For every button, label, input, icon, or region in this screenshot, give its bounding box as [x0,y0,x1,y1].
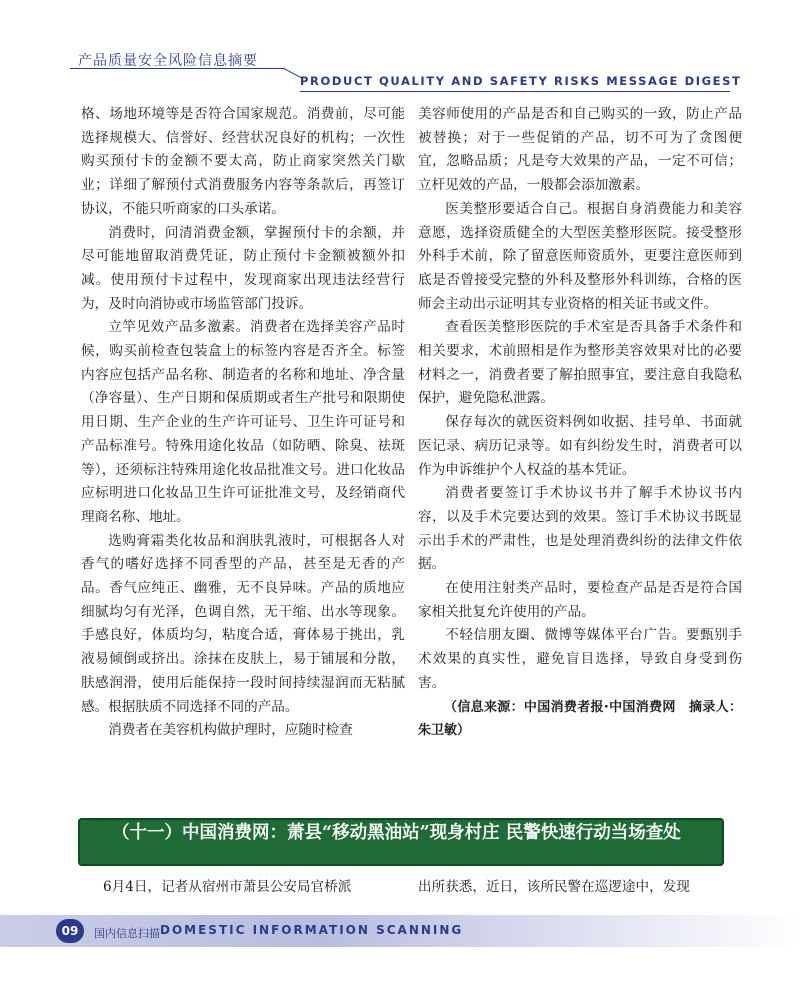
source-note: （信息来源：中国消费者报·中国消费网 摘录人：朱卫敏） [418,699,742,739]
right-column [418,103,742,743]
header-title-cn: 产品质量安全风险信息摘要 [78,53,258,69]
header-rule-lower [300,91,730,92]
left-column [81,103,405,743]
paragraph: 选购膏霜类化妆品和润肤乳液时，可根据各人对香气的嗜好选择不同香型的产品，甚至是无香的产品。香气应纯正、幽雅，无不良异味。产品的质地应细腻均匀有光泽，色调自然，无干缩、出水等现象。手感良好，体质均匀，粘度合适，膏体易于挑出，乳液易倾倒或挤出。涂抹在皮肤上，易于铺展和分散，肤感润滑，使用后能保持一段时间持续湿润而无粘腻感。根据肤质不同选择不同的产品。 [81,532,405,715]
paragraph: 保存每次的就医资料例如收据、挂号单、书面就医记录、病历记录等。如有纠纷发生时，消费者可以作为申诉维护个人权益的基本凭证。 [418,414,742,478]
section-banner [78,818,724,866]
header-title-en: PRODUCT QUALITY AND SAFETY RISKS MESSAGE DIGEST [300,74,742,88]
page-number: 09 [56,919,84,943]
paragraph: 格、场地环境等是否符合国家规范。消费前，尽可能选择规模大、信誉好、经营状况良好的机构；一次性购买预付卡的金额不要太高，防止商家突然关门歇业；详细了解预付式消费服务内容等条款后，再签订协议，不能只听商家的口头承诺。 [81,106,405,217]
paragraph: 不轻信朋友圈、微博等媒体平台广告。要甄别手术效果的真实性，避免盲目选择，导致自身受到伤害。 [418,627,742,691]
paragraph: 查看医美整形医院的手术室是否具备手术条件和相关要求，术前照相是作为整形美容效果对比的必要材料之一，消费者要了解拍照事宜，要注意自我隐私保护，避免隐私泄露。 [418,319,742,407]
paragraph: 在使用注射类产品时，要检查产品是否是符合国家相关批复允许使用的产品。 [418,580,742,620]
paragraph: 美容师使用的产品是否和自己购买的一致，防止产品被替换；对于一些促销的产品，切不可为了贪图便宜，忽略品质；凡是夸大效果的产品，一定不可信；立杆见效的产品，一般都会添加激素。 [418,106,742,194]
footer-label-cn: 国内信息扫描 [94,927,160,940]
section-title: （十一）中国消费网：萧县“移动黑油站”现身村庄 民警快速行动当场查处 [112,823,681,843]
paragraph: 医美整形要适合自己。根据自身消费能力和美容意愿，选择资质健全的大型医美整形医院。接受整形外科手术前，除了留意医师资质外，更要注意医师到底是否曾接受完整的外科及整形外科训练，合格的医师会主动出示证明其专业资格的相关证书或文件。 [418,200,742,312]
paragraph: 消费时，问清消费金额，掌握预付卡的余额，并尽可能地留取消费凭证，防止预付卡金额被额外扣减。使用预付卡过程中，发现商家出现违法经营行为，及时向消协或市场监管部门投诉。 [81,224,405,312]
paragraph: 消费者要签订手术协议书并了解手术协议书内容，以及手术完要达到的效果。签订手术协议书既显示出手术的严肃性，也是处理消费纠纷的法律文件依据。 [418,485,742,573]
footer-label-en: DOMESTIC INFORMATION SCANNING [160,923,464,937]
article-start-left: 6月4日，记者从宿州市萧县公安局官桥派 [103,879,352,895]
paragraph: 立竿见效产品多激素。消费者在选择美容产品时候，购买前检查包装盒上的标签内容是否齐全。标签内容应包括产品名称、制造者的名称和地址、净含量（净容量）、生产日期和保质期或者生产批号和限期使用日期、生产企业的生产许可证号、卫生许可证号和产品标准号。特殊用途化妆品（如防晒、除臭、祛斑等），还须标注特殊用途化妆品批准文号。进口化妆品应标明进口化妆品卫生许可证批准文号，及经销商代理商名称、地址。 [81,319,405,525]
paragraph: 消费者在美容机构做护理时，应随时检查 [108,722,353,739]
header-rule [70,68,285,69]
article-start-right: 出所获悉，近日，该所民警在巡逻途中，发现 [418,879,690,895]
